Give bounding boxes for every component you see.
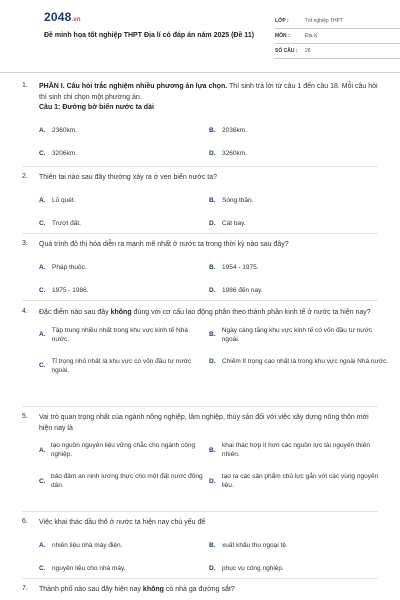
option-list bbox=[39, 114, 378, 164]
document-title: Đề minh họa tốt nghiệp THPT Địa lí có đáp án năm 2025 (Đề 11) bbox=[44, 32, 255, 39]
option-text: Trượt đất. bbox=[52, 219, 81, 227]
option-b[interactable] bbox=[209, 126, 389, 135]
option-label: D. bbox=[209, 149, 216, 157]
option-label: A. bbox=[39, 263, 46, 271]
option-label: A. bbox=[39, 541, 46, 549]
question-divider bbox=[22, 406, 378, 407]
option-c[interactable] bbox=[39, 564, 204, 573]
meta-table bbox=[275, 14, 400, 59]
option-label: C. bbox=[39, 477, 46, 485]
option-label: C. bbox=[39, 362, 46, 369]
option-label: D. bbox=[209, 219, 216, 227]
question-number: 4. bbox=[22, 308, 28, 315]
question-emphasis: không bbox=[110, 309, 132, 316]
option-text: nhiên liệu nhà máy điện. bbox=[52, 541, 123, 549]
option-d[interactable] bbox=[209, 472, 389, 490]
question-number: 1. bbox=[22, 82, 28, 89]
option-text: Pháp thuộc. bbox=[52, 263, 87, 271]
option-b[interactable] bbox=[209, 441, 389, 459]
option-text: 2036km. bbox=[222, 126, 247, 134]
question-text: Việc khai thác dầu thô ở nước ta hiện nay chủ yếu để bbox=[39, 519, 206, 526]
option-list bbox=[39, 319, 389, 391]
option-text: xuất khẩu thu ngoại tệ. bbox=[222, 541, 288, 549]
question-divider bbox=[22, 166, 378, 167]
question-text bbox=[39, 308, 378, 319]
meta-value: 28 bbox=[305, 48, 311, 54]
option-text: nguyên liệu cho nhà máy. bbox=[52, 564, 126, 572]
logo-text: 2048 bbox=[44, 10, 72, 24]
option-label: C. bbox=[39, 564, 46, 572]
question-7 bbox=[22, 585, 378, 596]
option-text: tạo nguồn nguyên liệu vững chắc cho ngành công nghiệp. bbox=[50, 442, 196, 458]
section-heading: PHẦN I. Câu hỏi trắc nghiệm nhiều phương án lựa chọn. bbox=[39, 83, 228, 90]
option-b[interactable] bbox=[209, 196, 389, 205]
option-text: 2360km. bbox=[52, 126, 77, 134]
question-6 bbox=[22, 518, 378, 579]
question-text-part: Thành phố nào sau đây hiện nay bbox=[39, 586, 143, 593]
option-text: 1986 đến nay. bbox=[222, 286, 263, 294]
option-d[interactable] bbox=[209, 149, 389, 158]
question-divider bbox=[22, 233, 378, 234]
option-c[interactable] bbox=[39, 219, 204, 228]
option-c[interactable] bbox=[39, 357, 204, 375]
option-label: B. bbox=[209, 196, 216, 204]
option-text: 1975 - 1986. bbox=[52, 286, 89, 294]
option-label: D. bbox=[209, 477, 216, 485]
question-text-part: có nhà ga đường sắt? bbox=[163, 586, 235, 593]
option-label: B. bbox=[209, 446, 216, 454]
option-a[interactable] bbox=[39, 126, 204, 135]
question-divider bbox=[22, 578, 378, 579]
question-text bbox=[39, 585, 378, 596]
option-d[interactable] bbox=[209, 357, 389, 366]
meta-key: LỚP : bbox=[275, 18, 289, 24]
option-label: C. bbox=[39, 286, 46, 294]
option-text: Tỉ trọng nhỏ nhất là khu vực có vốn đầu tư nước ngoài. bbox=[51, 357, 192, 374]
header-divider bbox=[0, 72, 400, 73]
option-list bbox=[39, 184, 378, 234]
question-sub: Câu 1: Đường bờ biển nước ta dài bbox=[39, 104, 154, 111]
question-text bbox=[39, 82, 378, 114]
meta-value: Địa lý bbox=[305, 33, 318, 39]
question-text-part: đúng với cơ cấu lao động phân theo thành phần kinh tế ở nước ta hiện nay? bbox=[131, 309, 371, 316]
option-b[interactable] bbox=[209, 541, 389, 550]
question-text: Vai trò quan trọng nhất của ngành nông nghiệp, lâm nghiệp, thủy sản đối với việc xây dựng nông thôn mới hiện nay là bbox=[39, 414, 369, 432]
option-a[interactable] bbox=[39, 326, 204, 344]
question-number: 3. bbox=[22, 240, 28, 247]
meta-row-class bbox=[275, 14, 400, 29]
option-a[interactable] bbox=[39, 196, 204, 205]
site-logo[interactable] bbox=[44, 10, 81, 24]
question-divider bbox=[22, 511, 378, 512]
option-d[interactable] bbox=[209, 286, 389, 295]
option-label: C. bbox=[39, 219, 46, 227]
option-label: A. bbox=[39, 331, 46, 338]
option-text: 3206km. bbox=[52, 149, 77, 157]
option-d[interactable] bbox=[209, 564, 389, 573]
option-text: Tập trung nhiều nhất trong khu vực kinh tế Nhà nước. bbox=[51, 326, 188, 343]
option-text: phục vụ công nghiệp. bbox=[222, 564, 284, 572]
question-text: Thiên tai nào sau đây thường xảy ra ở ven biển nước ta? bbox=[39, 174, 218, 181]
option-text: Ngày càng tăng khu vực kinh tế có vốn đầu tư nước ngoài. bbox=[221, 326, 373, 343]
question-1 bbox=[22, 82, 378, 164]
question-number: 7. bbox=[22, 585, 28, 592]
question-text: Quá trình đô thị hóa diễn ra mạnh mẽ nhất ở nước ta trong thời kỳ nào sau đây? bbox=[39, 241, 289, 248]
option-c[interactable] bbox=[39, 286, 204, 295]
option-list bbox=[39, 529, 378, 579]
option-label: B. bbox=[209, 541, 216, 549]
option-label: A. bbox=[39, 126, 46, 134]
option-a[interactable] bbox=[39, 263, 204, 272]
option-text: Sóng thần. bbox=[222, 196, 254, 204]
meta-value: Tốt nghiệp THPT bbox=[305, 18, 343, 24]
meta-key: SỐ CÂU : bbox=[275, 48, 298, 54]
option-text: 3260km. bbox=[222, 149, 247, 157]
meta-row-count bbox=[275, 44, 400, 59]
option-label: D. bbox=[209, 286, 216, 294]
option-list bbox=[39, 251, 378, 301]
option-d[interactable] bbox=[209, 219, 389, 228]
question-number: 5. bbox=[22, 413, 28, 420]
option-text: Chiếm tỉ trọng cao nhất là trong khu vực ngoài Nhà nước. bbox=[222, 357, 389, 365]
option-list bbox=[39, 434, 378, 506]
option-label: D. bbox=[209, 357, 216, 365]
question-number: 2. bbox=[22, 173, 28, 180]
option-text: bảo đảm an ninh lương thực cho một đất nước đông dân. bbox=[50, 473, 203, 489]
question-emphasis: không bbox=[142, 586, 164, 593]
question-2 bbox=[22, 173, 378, 234]
document-header bbox=[22, 0, 378, 70]
option-label: A. bbox=[39, 196, 46, 204]
option-text: khai thác hợp lí hơn các nguồn lực tài nguyên thiên nhiên. bbox=[221, 442, 370, 458]
question-5 bbox=[22, 413, 378, 506]
option-c[interactable] bbox=[39, 149, 204, 158]
meta-row-subject bbox=[275, 29, 400, 44]
option-label: B. bbox=[209, 331, 216, 338]
section-instructions: Thí sinh trả lời từ câu 1 đến câu 18. Mỗi câu hỏi thí sinh chỉ chọn một phương án. bbox=[39, 83, 378, 101]
option-c[interactable] bbox=[39, 472, 204, 490]
question-text-part: Đặc điểm nào sau đây bbox=[39, 309, 111, 316]
question-4 bbox=[22, 308, 389, 391]
option-text: 1954 - 1975. bbox=[222, 263, 259, 271]
option-b[interactable] bbox=[209, 263, 389, 272]
question-number: 6. bbox=[22, 518, 28, 525]
option-text: Lũ quét. bbox=[52, 196, 76, 204]
option-a[interactable] bbox=[39, 441, 204, 459]
question-divider bbox=[22, 300, 378, 301]
question-3 bbox=[22, 240, 378, 301]
option-text: tạo ra các sản phẩm chủ lực gắn với các vùng nguyên liệu. bbox=[221, 473, 379, 489]
option-label: D. bbox=[209, 564, 216, 572]
option-a[interactable] bbox=[39, 541, 204, 550]
option-label: A. bbox=[39, 446, 46, 454]
option-label: C. bbox=[39, 149, 46, 157]
option-text: Cát bay. bbox=[222, 219, 246, 227]
option-b[interactable] bbox=[209, 326, 389, 344]
meta-key: MÔN : bbox=[275, 33, 290, 39]
option-label: B. bbox=[209, 263, 216, 271]
logo-suffix: .vn bbox=[71, 17, 81, 23]
option-label: B. bbox=[209, 126, 216, 134]
